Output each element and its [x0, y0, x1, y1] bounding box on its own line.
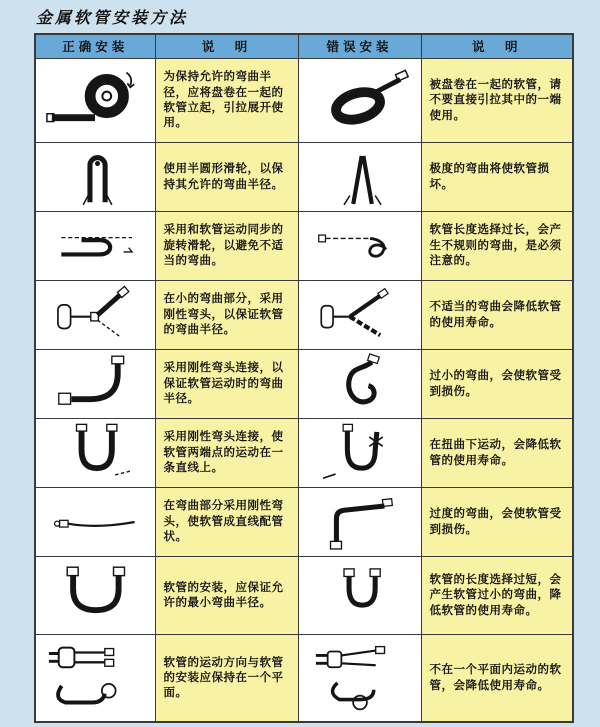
- wrong-image-cell: [298, 634, 421, 722]
- wrong-note-text: 软管长度选择过长，会产生不规则的弯曲，是必须注意的。: [429, 222, 562, 268]
- wrong-image-cell: [298, 556, 421, 634]
- wrong-note-text: 被盘卷在一起的软管，请不要直接引拉其中的一端使用。: [429, 76, 562, 122]
- slack-loop-icon: [309, 214, 411, 278]
- correct-note-text: 软管的运动方向与软管的安装应保持在一个平面。: [163, 654, 284, 700]
- wrong-note-cell: [421, 556, 573, 634]
- twisted-u-icon: [309, 421, 411, 485]
- sharp-kink-icon: [309, 145, 411, 209]
- wrong-note-text: 软管的长度选择过短，会产生软管过小的弯曲，降低软管的使用寿命。: [429, 571, 562, 617]
- pulled-coil-icon: [309, 62, 411, 138]
- wrong-image-cell: [298, 487, 421, 556]
- wrong-note-text: 过小的弯曲，会使软管受到损伤。: [429, 368, 562, 398]
- correct-image-cell: [35, 280, 155, 349]
- correct-note-text: 在小的弯曲部分，采用刚性弯头，以保证软管的弯曲半径。: [163, 291, 284, 337]
- wrong-note-cell: [421, 280, 573, 349]
- table-row: [35, 58, 573, 142]
- u-elbow-aligned-icon: [44, 421, 146, 485]
- correct-image-cell: [35, 487, 155, 556]
- wrong-note-cell: [421, 418, 573, 487]
- header-wrong-note: 说 明: [421, 34, 573, 58]
- header-wrong-install: 错误安装: [298, 34, 421, 58]
- rigid-elbow-small-bend-icon: [44, 283, 146, 347]
- wrong-note-cell: [421, 58, 573, 142]
- tight-hook-bend-icon: [309, 352, 411, 416]
- wrong-note-text: 不在一个平面内运动的软管，会降低使用寿命。: [429, 662, 562, 692]
- table-row: [35, 142, 573, 211]
- correct-note-cell: [155, 142, 298, 211]
- rolling-pulley-track-icon: [44, 214, 146, 278]
- correct-note-text: 采用和软管运动同步的旋转滑轮，以避免不适当的弯曲。: [163, 222, 284, 268]
- wrong-image-cell: [298, 280, 421, 349]
- correct-image-cell: [35, 211, 155, 280]
- correct-note-cell: [155, 556, 298, 634]
- wrong-note-cell: [421, 349, 573, 418]
- correct-image-cell: [35, 349, 155, 418]
- table-row: [35, 556, 573, 634]
- outofplane-motion-icon: [309, 640, 411, 716]
- correct-image-cell: [35, 556, 155, 634]
- correct-image-cell: [35, 634, 155, 722]
- correct-note-cell: [155, 58, 298, 142]
- improper-bend-icon: [309, 283, 411, 347]
- semicircular-pulley-icon: [44, 145, 146, 209]
- table-row: [35, 418, 573, 487]
- table-body: [35, 58, 573, 722]
- correct-note-text: 采用刚性弯头连接，以保证软管运动时的弯曲半径。: [163, 360, 284, 406]
- wrong-note-cell: [421, 487, 573, 556]
- correct-note-cell: [155, 487, 298, 556]
- table-row: [35, 280, 573, 349]
- wrong-note-text: 不适当的弯曲会降低软管的使用寿命。: [429, 299, 562, 329]
- straight-piping-icon: [44, 490, 146, 554]
- page-title: 金属软管安装方法: [36, 8, 189, 27]
- rigid-elbow-curve-icon: [44, 352, 146, 416]
- wrong-note-text: 在扭曲下运动，会降低软管的使用寿命。: [429, 437, 562, 467]
- correct-note-cell: [155, 280, 298, 349]
- correct-image-cell: [35, 142, 155, 211]
- standing-coil-uncoil-icon: [44, 62, 146, 138]
- wrong-image-cell: [298, 142, 421, 211]
- header-correct-note: 说 明: [155, 34, 298, 58]
- wrong-note-text: 极度的弯曲将使软管损坏。: [429, 161, 550, 191]
- wrong-image-cell: [298, 418, 421, 487]
- correct-image-cell: [35, 418, 155, 487]
- correct-note-cell: [155, 211, 298, 280]
- correct-image-cell: [35, 58, 155, 142]
- correct-note-text: 使用半圆形滑轮，以保持其允许的弯曲半径。: [163, 161, 284, 191]
- correct-note-cell: [155, 349, 298, 418]
- installation-table: [34, 33, 574, 723]
- wrong-note-text: 过度的弯曲，会使软管受到损伤。: [429, 506, 562, 536]
- correct-note-text: 采用刚性弯头连接，使软管两端点的运动在一条直线上。: [163, 429, 284, 475]
- correct-note-text: 软管的安装，应保证允许的最小弯曲半径。: [163, 579, 284, 609]
- inplane-motion-icon: [44, 640, 146, 716]
- header-correct-install: 正确安装: [35, 34, 155, 58]
- wrong-image-cell: [298, 58, 421, 142]
- correct-note-cell: [155, 634, 298, 722]
- wrong-image-cell: [298, 211, 421, 280]
- overbent-l-icon: [309, 490, 411, 554]
- table-row: [35, 634, 573, 722]
- correct-note-cell: [155, 418, 298, 487]
- table-header: [35, 34, 573, 58]
- wrong-note-cell: [421, 634, 573, 722]
- min-bend-radius-u-icon: [44, 563, 146, 627]
- wrong-note-cell: [421, 211, 573, 280]
- table-row: [35, 487, 573, 556]
- correct-note-text: 在弯曲部分采用刚性弯头，使软管成直线配管状。: [163, 498, 284, 544]
- wrong-image-cell: [298, 349, 421, 418]
- wrong-note-cell: [421, 142, 573, 211]
- header-row: [35, 34, 573, 58]
- correct-note-text: 为保持允许的弯曲半径，应将盘卷在一起的软管立起，引拉展开使用。: [163, 69, 284, 130]
- table-row: [35, 211, 573, 280]
- short-tight-u-icon: [309, 563, 411, 627]
- table-row: [35, 349, 573, 418]
